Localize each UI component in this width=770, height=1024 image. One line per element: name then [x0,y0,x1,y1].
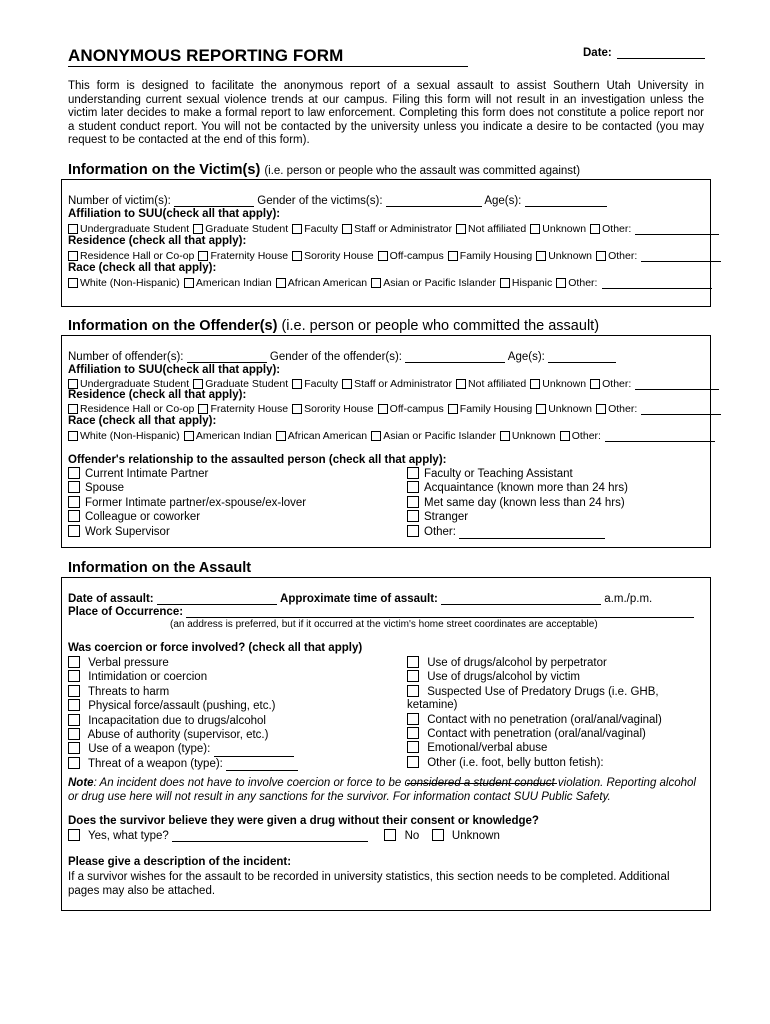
checkbox[interactable] [193,224,203,234]
assault-date-field[interactable] [157,592,277,605]
coercion-option: Incapacitation due to drugs/alcohol [68,714,298,728]
victim-section-title: Information on the Victim(s) (i.e. person or people who the assault was committed against) [68,162,581,178]
victim-affiliation-header: Affiliation to SUU(check all that apply): [68,208,281,220]
assault-time-field[interactable] [441,592,601,605]
coercion-option: Verbal pressure [68,656,298,670]
checkbox[interactable] [407,496,419,508]
checkbox[interactable] [68,481,80,493]
offender-affiliation-other-field[interactable] [635,377,719,390]
victim-counts-row: Number of victim(s): Gender of the victims(s): Age(s): [68,194,607,207]
checkbox[interactable] [68,251,78,261]
place-hint: (an address is preferred, but if it occurred at the victim's home street coordinates are acceptable) [170,619,598,630]
coercion-option: Other (i.e. foot, belly button fetish): [407,756,662,770]
relationship-right-column [407,467,628,539]
checkbox[interactable] [342,224,352,234]
coercion-option: Contact with no penetration (oral/anal/vaginal) [407,713,662,727]
checkbox[interactable] [407,656,419,668]
checkbox[interactable] [407,510,419,522]
offender-residence-header: Residence (check all that apply): [68,389,247,401]
checkbox[interactable] [68,525,80,537]
coercion-note: Note: An incident does not have to involve coercion or force to be considered a student conduct violation. Reporting alcohol or drug use here will not result in any sanctions for the survivor. For information contact SUU Public Safety. [68,777,696,803]
assault-section-title: Information on the Assault [68,560,252,576]
checkbox[interactable] [68,224,78,234]
relationship-option: Former Intimate partner/ex-spouse/ex-lover [68,496,306,510]
checkbox[interactable] [456,379,466,389]
checkbox[interactable] [371,278,381,288]
drug-answer-row: Yes, what type? No Unknown [68,829,500,842]
checkbox[interactable] [342,379,352,389]
victim-affiliation-other-field[interactable] [635,222,719,235]
relationship-option: Other: [407,525,628,539]
victim-residence-other-field[interactable] [641,249,721,262]
checkbox[interactable] [596,404,606,414]
drug-type-field[interactable] [172,829,368,842]
checkbox[interactable] [536,251,546,261]
coercion-option: Use of drugs/alcohol by victim [407,670,662,684]
offender-number-field[interactable] [187,350,267,363]
checkbox[interactable] [292,404,302,414]
checkbox[interactable] [68,404,78,414]
drug-question: Does the survivor believe they were given a drug without their consent or knowledge? [68,815,539,827]
checkbox[interactable] [68,510,80,522]
checkbox[interactable] [448,251,458,261]
checkbox[interactable] [198,404,208,414]
relationship-option: Stranger [407,510,628,524]
coercion-option: Threat of a weapon (type): [68,757,298,771]
coercion-option-continued: ketamine) [407,699,458,712]
checkbox[interactable] [184,278,194,288]
date-label: Date: [583,47,612,59]
relationship-option: Colleague or coworker [68,510,306,524]
checkbox[interactable] [68,728,80,740]
checkbox[interactable] [407,525,419,537]
checkbox[interactable] [456,224,466,234]
intro-paragraph: This form is designed to facilitate the anonymous report of a sexual assault to assist Southern Utah University in understanding current sexual violence trends at our campus. Filing this form will not result in an investigation unless the victim later decides to make a formal report to law enforcement. Completing this form does not constitute a police report nor a student conduct report. You will not be contacted by the university unless you indicate a desire to be contacted (you may request to be contacted at the end of this form). [68,80,704,147]
date-field[interactable] [617,46,705,59]
offender-residence-other-field[interactable] [641,402,721,415]
coercion-option: Contact with penetration (oral/anal/vaginal) [407,727,662,741]
checkbox[interactable] [68,699,80,711]
victim-residence-header: Residence (check all that apply): [68,235,247,247]
form-title: ANONYMOUS REPORTING FORM [68,46,344,65]
checkbox[interactable] [448,404,458,414]
checkbox[interactable] [590,379,600,389]
offender-gender-field[interactable] [405,350,505,363]
coercion-option: Intimidation or coercion [68,670,298,684]
checkbox[interactable] [68,431,78,441]
place-row: Place of Occurrence: [68,605,694,618]
checkbox[interactable] [276,431,286,441]
checkbox[interactable] [596,251,606,261]
relationship-header: Offender's relationship to the assaulted person (check all that apply): [68,454,447,466]
checkbox[interactable] [407,685,419,697]
relationship-option: Acquaintance (known more than 24 hrs) [407,481,628,495]
relationship-option: Faculty or Teaching Assistant [407,467,628,481]
offender-age-field[interactable] [548,350,616,363]
checkbox[interactable] [68,742,80,754]
checkbox[interactable] [68,757,80,769]
checkbox[interactable] [500,431,510,441]
checkbox[interactable] [407,727,419,739]
offender-counts-row: Number of offender(s): Gender of the offender(s): Age(s): [68,350,616,363]
checkbox[interactable] [378,404,388,414]
checkbox[interactable] [407,756,419,768]
place-field[interactable] [186,605,694,618]
checkbox[interactable] [68,467,80,479]
relationship-option: Spouse [68,481,306,495]
victim-race-options: White (Non-Hispanic) American Indian African American Asian or Pacific Islander Hispanic Other: [68,276,712,289]
coercion-header: Was coercion or force involved? (check all that apply) [68,642,363,654]
offender-residence-options: Residence Hall or Co-op Fraternity House Sorority House Off-campus Family Housing Unknown Other: [68,402,721,415]
date-label-group [583,46,705,59]
checkbox[interactable] [68,379,78,389]
victim-race-other-field[interactable] [602,276,712,289]
checkbox[interactable] [432,829,444,841]
coercion-option: Abuse of authority (supervisor, etc.) [68,728,298,742]
coercion-option: Use of a weapon (type): [68,742,298,756]
checkbox[interactable] [407,670,419,682]
checkbox[interactable] [384,829,396,841]
checkbox[interactable] [500,278,510,288]
offender-affiliation-options: Undergraduate Student Graduate Student Faculty Staff or Administrator Not affiliated Unknown Other: [68,377,719,390]
victim-number-field[interactable] [174,194,254,207]
checkbox[interactable] [184,431,194,441]
coercion-option: Emotional/verbal abuse [407,741,662,755]
checkbox[interactable] [407,741,419,753]
relationship-option: Current Intimate Partner [68,467,306,481]
checkbox[interactable] [68,656,80,668]
checkbox[interactable] [530,224,540,234]
assault-date-time-row: Date of assault: Approximate time of assault: a.m./p.m. [68,593,653,605]
coercion-option: Physical force/assault (pushing, etc.) [68,699,298,713]
checkbox[interactable] [556,278,566,288]
offender-box [61,335,711,548]
title-underline [68,66,468,67]
victim-gender-field[interactable] [386,194,482,207]
coercion-right-column [407,656,662,784]
checkbox[interactable] [276,278,286,288]
checkbox[interactable] [68,714,80,726]
checkbox[interactable] [590,224,600,234]
victim-affiliation-options: Undergraduate Student Graduate Student Faculty Staff or Administrator Not affiliated Unknown Other: [68,222,719,235]
coercion-left-column [68,656,298,771]
coercion-option: Threats to harm [68,685,298,699]
relationship-other-field[interactable] [459,526,605,539]
offender-race-header: Race (check all that apply): [68,415,217,427]
offender-race-other-field[interactable] [605,429,715,442]
victim-box [61,179,711,307]
relationship-option: Met same day (known less than 24 hrs) [407,496,628,510]
checkbox[interactable] [68,829,80,841]
threat-weapon-type-field[interactable] [226,758,298,771]
description-text: If a survivor wishes for the assault to be recorded in university statistics, this section needs to be completed. Additional pages may also be attached. [68,871,670,897]
victim-race-header: Race (check all that apply): [68,262,217,274]
checkbox[interactable] [407,467,419,479]
checkbox[interactable] [292,224,302,234]
checkbox[interactable] [68,496,80,508]
checkbox[interactable] [530,379,540,389]
relationship-left-column [68,467,306,539]
checkbox[interactable] [68,278,78,288]
checkbox[interactable] [193,379,203,389]
checkbox[interactable] [198,251,208,261]
checkbox[interactable] [536,404,546,414]
checkbox[interactable] [378,251,388,261]
checkbox[interactable] [560,431,570,441]
coercion-option: Suspected Use of Predatory Drugs (i.e. GHB, [407,685,662,699]
relationship-option: Work Supervisor [68,525,306,539]
checkbox[interactable] [407,713,419,725]
weapon-type-field[interactable] [214,744,294,757]
description-header: Please give a description of the incident: [68,856,292,868]
coercion-option: Use of drugs/alcohol by perpetrator [407,656,662,670]
checkbox[interactable] [68,685,80,697]
checkbox[interactable] [292,251,302,261]
assault-box [61,577,711,911]
checkbox[interactable] [371,431,381,441]
checkbox[interactable] [407,481,419,493]
checkbox[interactable] [292,379,302,389]
offender-race-options: White (Non-Hispanic) American Indian African American Asian or Pacific Islander Unknown Other: [68,429,715,442]
victim-residence-options: Residence Hall or Co-op Fraternity House Sorority House Off-campus Family Housing Unknown Other: [68,249,721,262]
offender-affiliation-header: Affiliation to SUU(check all that apply): [68,364,281,376]
checkbox[interactable] [68,670,80,682]
offender-section-title: Information on the Offender(s) (i.e. person or people who committed the assault) [68,318,600,334]
victim-age-field[interactable] [525,194,607,207]
